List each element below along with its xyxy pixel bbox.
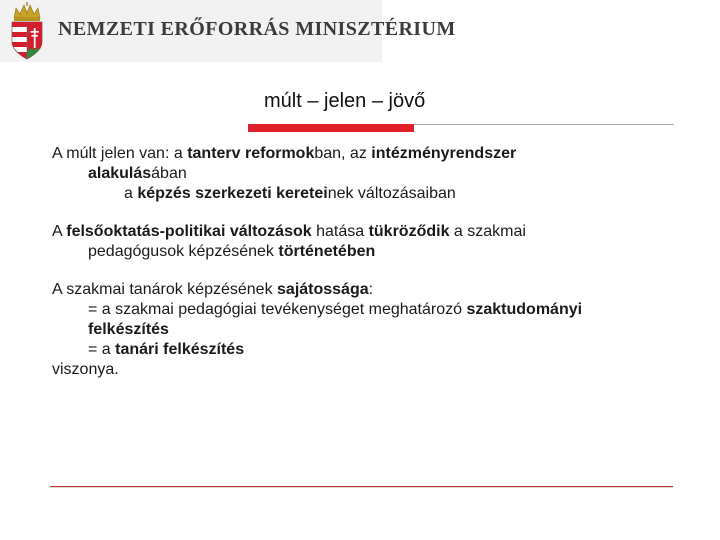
ministry-name: NEMZETI ERŐFORRÁS MINISZTÉRIUM [58, 18, 456, 40]
bold-text: felkészítés [88, 321, 169, 338]
ministry-logo-banner [0, 0, 456, 62]
text: = a [88, 341, 116, 358]
hungarian-coat-of-arms-icon [8, 2, 46, 60]
text: : [368, 281, 374, 298]
paragraph-1-line-2 [52, 164, 672, 184]
bold-text: történetében [278, 243, 376, 260]
paragraph-3-line-2 [52, 300, 672, 320]
paragraph-2 [52, 222, 672, 242]
paragraph-3-line-4 [52, 340, 672, 360]
bold-text: képzés szerkezeti keretei [137, 185, 328, 202]
bold-text: alakulás [88, 165, 152, 182]
bold-text: tanári felkészítés [115, 341, 245, 358]
text: pedagógusok képzésének [88, 243, 279, 260]
text: nek változásaiban [327, 185, 456, 202]
slide-body [52, 144, 672, 380]
title-divider-line [414, 124, 674, 125]
paragraph-2-line-2 [52, 242, 672, 262]
text: a szakmai [449, 223, 526, 240]
bold-text: sajátossága [277, 281, 369, 298]
text: ban, az [314, 145, 372, 162]
text: = a szakmai pedagógiai tevékenységet meghatározó [88, 301, 467, 318]
title-accent-bar [248, 124, 414, 132]
text: hatása [311, 223, 369, 240]
paragraph-1-line-3 [52, 184, 672, 204]
text: a [124, 185, 138, 202]
footer-divider-shadow [50, 487, 673, 488]
bold-text: intézményrendszer [371, 145, 517, 162]
spacer [52, 204, 672, 222]
paragraph-3-line-3 [52, 320, 672, 340]
text: viszonya. [52, 361, 119, 378]
text: A szakmai tanárok képzésének [52, 281, 278, 298]
paragraph-3-line-5 [52, 360, 672, 380]
slide-title: múlt – jelen – jövő [264, 90, 426, 112]
text: A múlt jelen van: a [52, 145, 188, 162]
paragraph-3 [52, 280, 672, 300]
text: A [52, 223, 67, 240]
bold-text: tanterv reformok [187, 145, 315, 162]
bold-text: tükröződik [368, 223, 450, 240]
spacer [52, 262, 672, 280]
paragraph-1 [52, 144, 672, 164]
bold-text: felsőoktatás-politikai változások [66, 223, 312, 240]
text: ában [151, 165, 187, 182]
bold-text: szaktudományi [466, 301, 583, 318]
